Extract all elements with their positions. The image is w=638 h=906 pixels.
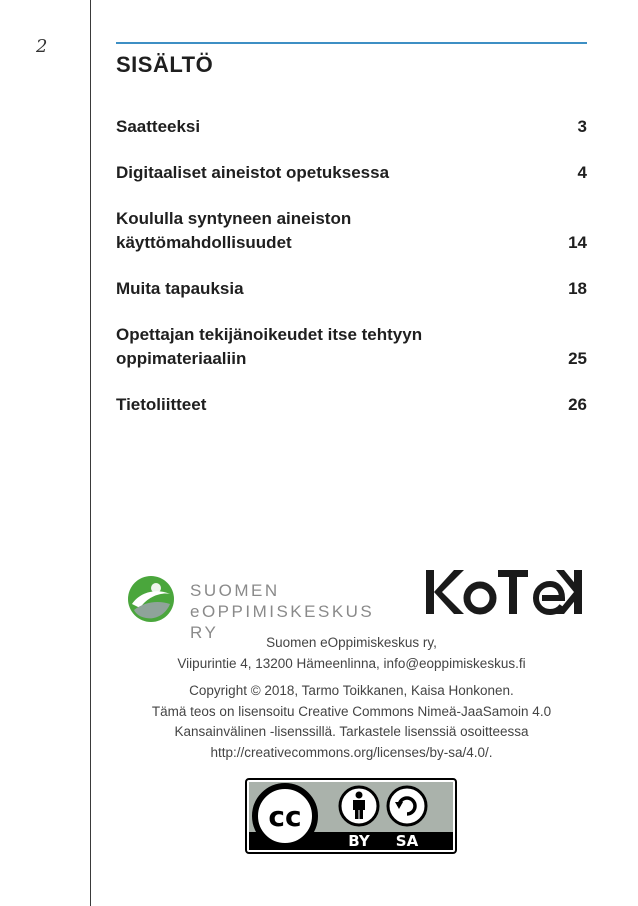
toc-entry-page: 26: [568, 395, 587, 414]
svg-text:cc: cc: [268, 800, 302, 833]
toc-entry-page: 14: [568, 233, 587, 252]
suomen-logo-line2: eOPPIMISKESKUS RY: [190, 602, 375, 642]
toc-entry-muita[interactable]: [116, 277, 587, 301]
toc-entry-page: 25: [568, 349, 587, 368]
toc-entry-label: Tietoliitteet: [116, 395, 207, 414]
toc-entry-page: 18: [568, 279, 587, 298]
suomen-logo-line1: SUOMEN: [190, 581, 280, 600]
by-label: BY: [348, 832, 370, 850]
license-line-2: Tämä teos on lisensoitu Creative Commons Nimeä-JaaSamoin 4.0: [151, 703, 552, 719]
license-url[interactable]: http://creativecommons.org/licenses/by-sa/4.0/.: [210, 744, 493, 760]
cc-icon: [255, 786, 315, 846]
toc-entry-opettajan[interactable]: [116, 323, 587, 371]
toc-entry-label: Koululla syntyneen aineiston käyttömahdollisuudet: [116, 209, 352, 252]
publisher-address: [116, 632, 587, 674]
attribution-icon: [340, 787, 378, 825]
kotek-logo[interactable]: [424, 564, 584, 620]
suomen-eoppimiskeskus-logo[interactable]: [126, 570, 376, 642]
cc-by-sa-badge[interactable]: [245, 778, 457, 854]
toc-entry-page: 3: [577, 117, 587, 136]
toc-entry-label: Digitaaliset aineistot opetuksessa: [116, 163, 390, 182]
toc-entry-digitaaliset[interactable]: [116, 161, 587, 185]
toc-entry-label: Muita tapauksia: [116, 279, 244, 298]
page-number: 2: [36, 36, 48, 57]
share-alike-icon: [388, 787, 426, 825]
top-rule: [116, 42, 587, 44]
eoppimiskeskus-emblem-icon: [126, 574, 176, 624]
sa-label: SA: [395, 832, 419, 850]
toc-title: SISÄLTÖ: [116, 52, 214, 77]
logo-area: [116, 562, 587, 642]
toc-entry-label: Saatteeksi: [116, 117, 201, 136]
address-line-1: Suomen eOppimiskeskus ry,: [266, 635, 437, 650]
address-line-2: Viipurintie 4, 13200 Hämeenlinna, info@eoppimiskeskus.fi: [177, 656, 526, 671]
toc-entry-page: 4: [577, 163, 587, 182]
margin-line: [90, 0, 91, 906]
toc-entry-label: Opettajan tekijänoikeudet itse tehtyyn oppimateriaaliin: [116, 325, 423, 368]
table-of-contents: [116, 115, 587, 417]
license-line-3: Kansainvälinen -lisenssillä. Tarkastele lisenssiä osoitteessa: [174, 724, 529, 739]
toc-entry-saatteeksi[interactable]: [116, 115, 587, 139]
license-text: [116, 681, 587, 763]
toc-entry-tietoliitteet[interactable]: [116, 393, 587, 417]
toc-entry-koululla[interactable]: [116, 207, 587, 255]
copyright-line: Copyright © 2018, Tarmo Toikkanen, Kaisa Honkonen.: [189, 683, 514, 698]
